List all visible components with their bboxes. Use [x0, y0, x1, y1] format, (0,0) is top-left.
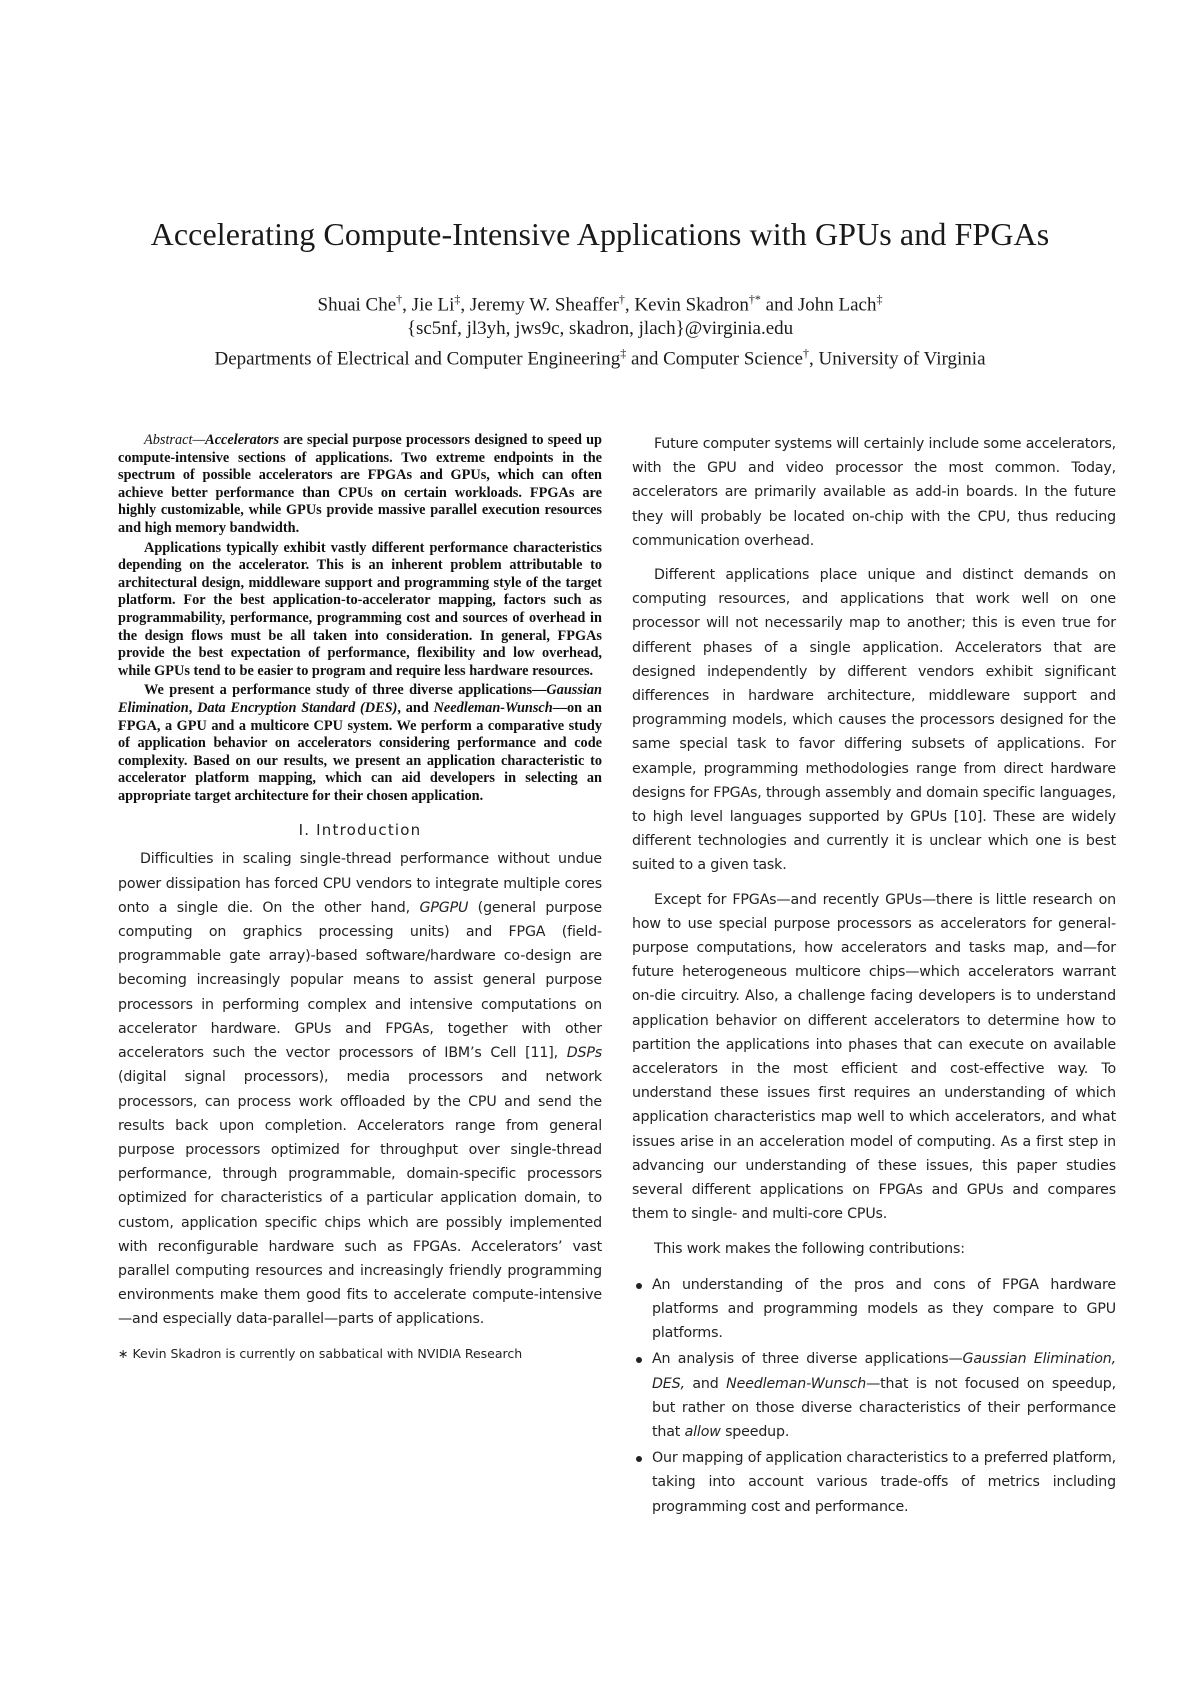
list-item-text: —that is not focused on speedup, but rather on those diverse characteristics of their performance that: [652, 1375, 1117, 1440]
affiliation-text: and Computer Science: [626, 348, 803, 370]
abstract-app-name: Data Encryption Standard (DES): [197, 699, 398, 716]
body-text: Difficulties in scaling single-thread performance without undue power dissipation has forced CPU vendors to integrate multiple cores onto a single die. On the other hand,: [118, 851, 602, 916]
list-item-text: An understanding of the pros and cons of FPGA hardware platforms and programming models as they compare to GPU platforms.: [652, 1276, 1116, 1342]
abstract-text: We present a performance study of three diverse applications—: [144, 682, 547, 699]
author-conjunction: and: [765, 294, 794, 316]
body-paragraph: [118, 847, 602, 1331]
paper-title: Accelerating Compute-Intensive Applications with GPUs and FPGAs: [150, 216, 1050, 252]
list-item: [632, 1273, 1116, 1346]
author-name: John Lach: [797, 294, 877, 316]
author-mark: ‡: [876, 292, 883, 306]
abstract-paragraph: Applications typically exhibit vastly different performance characteristics depending on the accelerator. This is an inherent problem attributable to architectural design, middleware support and programming style of the target platform. For the best application-to-accelerator mapping, factors such as programmability, performance, programming cost and sources of overhead in the design flows must be all taken into consideration. In general, FPGAs provide the best expectation of performance, flexibility and low overhead, while GPUs tend to be easier to program and require less hardware resources.: [118, 539, 602, 679]
author-mark: †: [396, 292, 403, 306]
author-name: Shuai Che: [317, 294, 397, 316]
affiliation-text: Departments of Electrical and Computer Engineering: [214, 348, 621, 370]
list-item-term: allow: [684, 1423, 721, 1440]
author-name: Kevin Skadron: [634, 294, 749, 316]
author-mark: ‡: [454, 292, 461, 306]
list-item: [632, 1347, 1116, 1444]
section-heading-introduction: I. Introduction: [298, 821, 422, 840]
affiliation: [0, 346, 1200, 370]
body-text: (digital signal processors), media processors and network processors, can process work offloaded by the CPU and send the results back upon completion. Accelerators range from general purpose processors optimized for throughput over single-thread performance, through programmable, domain-specific processors optimized for characteristics of a particular application domain, to custom, application specific chips which are possibly implemented with reconfigurable hardware such as FPGAs. Accelerators’ vast parallel computing resources and increasingly friendly programming environments make them good fits to accelerate compute-intensive—and especially data-parallel—parts of applications.: [118, 1069, 602, 1328]
author-mark: †*: [748, 292, 761, 306]
author-list: Shuai Che†, Jie Li‡, Jeremy W. Sheaffer†, Kevin Skadron†* and John Lach‡: [317, 292, 883, 316]
abstract-app-name: Gaussian Elimination: [118, 682, 602, 716]
abstract-app-name: Needleman-Wunsch: [433, 699, 553, 716]
list-item-text: and: [684, 1375, 727, 1392]
bullet-icon: [636, 1283, 642, 1289]
body-text: (general purpose computing on graphics processing units) and FPGA (field-programmable gate array)-based software/hardware co-design are becoming increasingly popular means to assist general purpose processors in performing complex and intensive computations on accelerator hardware. GPUs and FPGAs, together with other accelerators such the vector processors of IBM’s Cell [11],: [118, 899, 602, 1062]
body-paragraph: Future computer systems will certainly include some accelerators, with the GPU and video processor the most common. Today, accelerators are primarily available as add-in boards. In the future they will probably be located on-chip with the CPU, thus reducing communication overhead.: [632, 436, 1116, 549]
abstract-text: ,: [188, 699, 198, 716]
affiliation-text: , University of Virginia: [808, 348, 986, 370]
author-name: Jeremy W. Sheaffer: [469, 294, 619, 316]
body-paragraph: Except for FPGAs—and recently GPUs—there is little research on how to use special purpose processors as accelerators for general-purpose computations, how accelerators and tasks map, and—for future heterogeneous multicore chips—which accelerators warrant on-die circuitry. Also, a challenge facing developers is to understand application behavior on different accelerators to determine how to partition the applications into phases that can execute on available accelerators in the most efficient and cost-effective way. To understand these issues first requires an understanding of which application characteristics map well to which accelerators, and what issues arise in an acceleration model of computing. As a first step in advancing our understanding of these issues, this paper studies several different applications on FPGAs and GPUs and compares them to single- and multi-core CPUs.: [632, 891, 1116, 1223]
body-term: GPGPU: [419, 899, 469, 916]
abstract-text: , and: [397, 699, 434, 716]
abstract-paragraph: [118, 682, 602, 805]
body-term: DSPs: [566, 1045, 602, 1062]
contributions-list: [632, 1273, 1116, 1519]
list-item-term: Gaussian Elimination, DES,: [652, 1351, 1116, 1392]
list-item-text: speedup.: [720, 1423, 790, 1440]
author-emails: {sc5nf, jl3yh, jws9c, skadron, jlach}@virginia.edu: [406, 318, 794, 339]
body-paragraph: Different applications place unique and distinct demands on computing resources, and applications that work well on one processor will not necessarily map to another; this is even true for different phases of a single application. Accelerators that are designed independently by different vendors exhibit significant differences in hardware architecture, middleware support and programming models, which causes the processors designed for the same special task to favor differing subsets of applications. For example, programming methodologies range from direct hardware designs for FPGAs, through assembly and domain specific languages, to high level languages supported by GPUs [10]. These are widely different technologies and currently it is unclear which one is best suited to a given task.: [632, 567, 1116, 874]
footnote: ∗ Kevin Skadron is currently on sabbatical with NVIDIA Research: [118, 1345, 523, 1361]
affiliation-mark: †: [802, 346, 809, 360]
list-item: [632, 1446, 1116, 1519]
list-item-term: Needleman-Wunsch: [726, 1375, 867, 1392]
bullet-icon: [636, 1456, 642, 1462]
abstract-text: are special purpose processors designed to speed up compute-intensive sections of applications. Two extreme endpoints in the spectrum of possible accelerators are FPGAs and GPUs, which can often achieve better performance than CPUs on certain workloads. FPGAs are highly customizable, while GPUs provide massive parallel execution resources and high memory bandwidth.: [118, 432, 602, 536]
list-item-text: Our mapping of application characteristics to a preferred platform, taking into account various trade-offs of metrics including programming cost and performance.: [652, 1450, 1116, 1515]
affiliation-mark: ‡: [620, 346, 627, 360]
author-name: Jie Li: [411, 294, 455, 316]
left-column: [118, 432, 602, 1361]
right-column: [632, 432, 1116, 1521]
body-paragraph: This work makes the following contributions:: [654, 1240, 965, 1257]
list-item-text: An analysis of three diverse applications—: [652, 1351, 963, 1368]
abstract-term: Accelerators: [205, 432, 280, 448]
author-mark: †: [618, 292, 625, 306]
abstract-paragraph: [118, 432, 602, 538]
abstract-text: —on an FPGA, a GPU and a multicore CPU system. We perform a comparative study of application behavior on accelerators considering performance and code complexity. Based on our results, we present an application characteristic to accelerator platform mapping, which can aid developers in selecting an appropriate target architecture for their chosen application.: [118, 699, 603, 804]
abstract-label: Abstract—: [144, 432, 206, 448]
bullet-icon: [636, 1357, 642, 1363]
